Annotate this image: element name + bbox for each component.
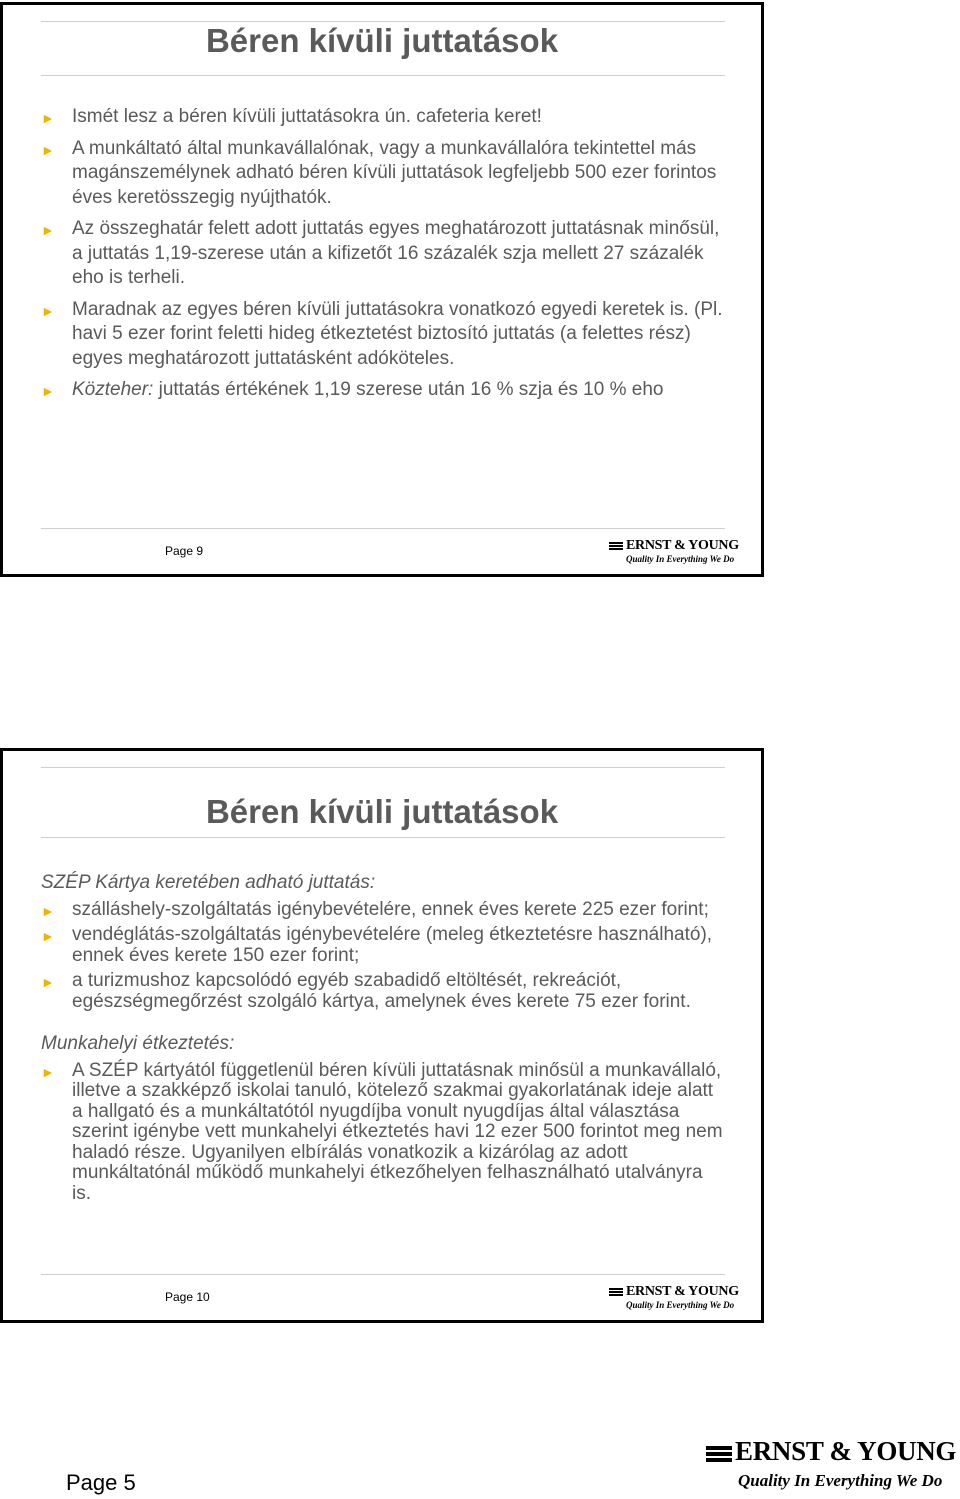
bullet-item [41,925,725,966]
bullet-item [41,900,725,921]
bullet-item [41,105,725,130]
bullet-arrow-icon: ► [41,383,55,399]
title-top-rule [41,767,725,768]
section-label-szep: SZÉP Kártya keretében adható juttatás: [41,872,376,893]
logo-tagline: Quality In Everything We Do [626,554,735,564]
logo-tagline: Quality In Everything We Do [738,1471,943,1490]
bullet-item [41,971,725,1012]
logo-bars-icon [706,1446,732,1462]
logo-bars-icon [609,542,623,550]
bullet-arrow-icon: ► [41,222,55,238]
bullet-prefix: Közteher: [72,379,154,400]
slide-body [41,105,725,410]
title-top-rule [41,21,725,22]
bullet-text: juttatás értékének 1,19 szerese után 16 % szja és 10 % eho [153,379,664,400]
bullet-text: a turizmushoz kapcsolódó egyéb szabadidő eltöltését, rekreációt, egészségmegőrzést szolgáló kártya, amelynek éves kerete 75 ezer forint. [72,970,691,1012]
logo-bars-icon [609,1288,623,1296]
ernst-young-logo [609,1284,739,1310]
logo-tagline: Quality In Everything We Do [626,1300,735,1310]
bullet-text: Ismét lesz a béren kívüli juttatásokra ún. cafeteria keret! [72,106,542,127]
bullet-text: Maradnak az egyes béren kívüli juttatásokra vonatkozó egyedi keretek is. (Pl. havi 5 ezer forint feletti hideg étkeztetést biztosító juttatás (a felettes rész) egyes meghatározott juttatásként adóköteles. [72,298,723,369]
slide-title: Béren kívüli juttatások [205,22,559,59]
bullet-arrow-icon: ► [41,1063,55,1080]
page-number: Page 10 [165,1290,210,1304]
slide-body [41,871,725,1209]
bullet-arrow-icon: ► [41,902,55,919]
slide-page-10 [0,748,764,1323]
section-label-meals: Munkahelyi étkeztetés: [41,1033,235,1054]
slide-title: Béren kívüli juttatások [205,793,559,830]
logo-name: ERNST & YOUNG [626,538,739,553]
bullet-arrow-icon: ► [41,110,55,126]
bullet-arrow-icon: ► [41,928,55,944]
bullet-text: A munkáltató által munkavállalónak, vagy a munkavállalóra tekintettel más magánszemélynek adható béren kívüli juttatások legfeljebb 500 ezer forintos éves keretösszegig nyújthatók. [72,137,717,208]
bullet-text: vendéglátás-szolgáltatás igénybevételére (meleg étkeztetésre használható), ennek éves kerete 150 ezer forint; [72,924,713,966]
bullet-text: Az összeghatár felett adott juttatás egyes meghatározott juttatásnak minősül, a juttatás 1,19-szerese után a kifizetőt 16 százalék szja mellett 27 százalék eho is terheli. [72,218,720,288]
bullet-arrow-icon: ► [41,974,55,990]
bullet-text: szálláshely-szolgáltatás igénybevételére, ennek éves kerete 225 ezer forint; [72,898,709,920]
bullet-arrow-icon: ► [41,141,55,158]
bullet-item [41,1061,725,1205]
ernst-young-logo [609,538,739,564]
bullet-item [41,137,725,211]
title-bottom-rule [41,837,725,838]
ernst-young-logo-large [706,1436,956,1491]
document-page-number: Page 5 [66,1470,136,1495]
footer-rule [41,528,725,529]
bullet-arrow-icon: ► [41,302,55,319]
logo-name: ERNST & YOUNG [735,1436,957,1466]
bullet-item [41,298,725,372]
title-bottom-rule [41,75,725,76]
bullet-text: A SZÉP kártyától függetlenül béren kívüli juttatásnak minősül a munkavállaló, illetve a szakképző iskolai tanuló, kötelező szakmai gyakorlatának ideje alatt a hallgató és a munkáltatótól nyugdíjba vonult nyugdíjas által választása szerint igénybe vett munkahelyi étkeztetés havi 12 ezer 500 forintot meg nem haladó része. Ugyanilyen elbírálás vonatkozik a kizárólag az adott munkáltatónál működő munkahelyi étkezőhelyen felhasználható utalványra is. [72,1059,723,1204]
bullet-item [41,378,725,403]
logo-name: ERNST & YOUNG [626,1284,739,1299]
slide-page-9 [0,2,764,577]
footer-rule [41,1274,725,1275]
bullet-item [41,217,725,291]
page-number: Page 9 [165,544,204,558]
